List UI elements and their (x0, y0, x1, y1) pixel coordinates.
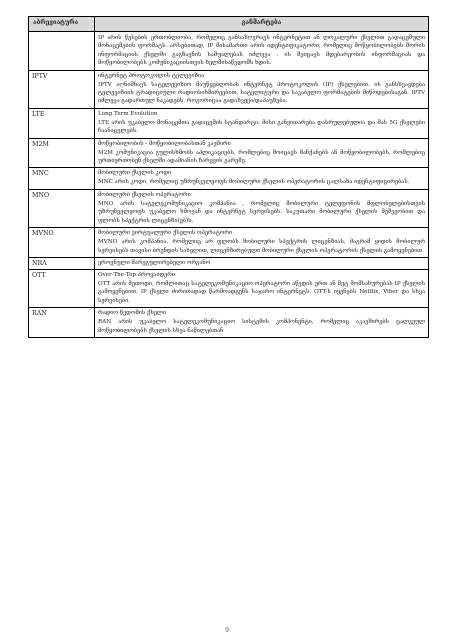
term-full-name: მობილური ვირტუალური ქსელის ოპერატორი (98, 230, 233, 237)
term-full-name: მოწყობილობის - მოწყობილობასთან კავშირი (98, 140, 231, 147)
table-header-row (29, 17, 429, 32)
term-description: OTT არის მეთოდი, რომლითაც სატელეკომუნიკაციო ოპერატორი აწვდის ერთ ან მეტ მომსახურებას IP ქსელის გამოყენებით. IP ქსელი ძირითადად წარმოადგენს საჯარო ინტერნეტს. OTT-ს იყენებს Netflix, Viber და სხვა სერვისები. (98, 280, 425, 304)
glossary-table (28, 16, 429, 338)
abbreviation-cell: M2M (29, 138, 95, 168)
definition-cell (95, 228, 429, 258)
term-description: MNC არის კოდი, რომელიც უზრუნველყოფს მობილური ქსელის ოპერატორის ცალსახა იდენტიფიცირებას. (98, 179, 410, 186)
abbreviation-cell: MNO (29, 189, 95, 227)
header-abbreviation: აბრევიატურა (29, 17, 95, 32)
table-row (29, 257, 429, 269)
table-row (29, 32, 429, 71)
table-row (29, 189, 429, 227)
abbreviation-cell (29, 32, 95, 71)
abbreviation-cell: IPTV (29, 70, 95, 108)
definition-cell (95, 257, 429, 269)
term-description: M2M კომუნიკაცია გულისხმობს აპლიკაციებს, რომლებიც მოიცავს მანქანებს ან მოწყობილობებს, რომლებიც ურთიერთობენ ქსელში ადამიანის ჩარევის გარეშე. (98, 149, 425, 165)
term-description: MVNO არის კომპანია, რომელიც არ ფლობს მობილური სპექტრის ლიცენზიას, მაგრამ ყიდის მობილურ სერვისებს თავისი ბრენდის სახელით, ლიცენზირებული მობილური ქსელის ოპერატორის ქსელის გამოყენებით. (98, 239, 425, 254)
definition-cell (95, 70, 429, 108)
term-full-name: Over-The-Top პროვაიდერი (98, 271, 175, 278)
definition-cell (95, 32, 429, 71)
term-full-name: მობილური ქსელის ოპერატორი (98, 191, 191, 198)
table-row (29, 308, 429, 338)
term-description: IP არის წესების ერთობლიობა, რომელიც განსაზღვრავს ინტერნეტით ან ლოკალური ქსელით გადაცემული მონაცემების ფორმატს. არსებითად, IP მისამართი არის იდენტიფიკატორი, რომელიც მოწყობილობებს შორის ინფორმაციის ქსელში გაგზავნის საშუალებას იძლევა . ის შეიცავს მდებარეობის ინფორმაციას და მოწყობილობებს კომუნიკაციისთვის ხელმისაწვდომს ხდის. (98, 35, 425, 67)
definition-cell (95, 189, 429, 227)
table-row (29, 269, 429, 307)
table-row (29, 70, 429, 108)
page-number: 9 (225, 627, 229, 634)
abbreviation-cell: MNC (29, 168, 95, 189)
definition-cell (95, 108, 429, 138)
table-row (29, 108, 429, 138)
abbreviation-cell: MVNO (29, 228, 95, 258)
definition-cell (95, 138, 429, 168)
term-description: IPTV აღნიშნავს სატელევიზიო მაუწყებლობას ინტერნეტ პროტოკოლის (IP) ქსელებით. ის განსხვავდება ტელევიზიის ტრადიციული რადიოსიხშირეებით, სატელიტური და საკაბელო ფორმატების მიწოდებისაგან. IPTV იძლევა გადართულ ნაკადებს, როგორიცაა გადახვევა/დაპაუზება. (98, 81, 425, 105)
term-description: LTE არის უკაბელო მონაცემთა გადაცემის სტანდარტი. მისი განვითარება დასრულებულია და მას 5G ქსელები ჩაანაცვლებს. (98, 119, 425, 135)
term-full-name: მობილური ქსელის კოდი (98, 170, 172, 177)
term-description: MNO არის სატელეკომუნიკაციო კომპანია , რომელიც მობილური ტელეფონის მფლობელებისთვის უზრუნველყოფს უკაბელო ხმოვან და ინტერნეტ სერვისებს. საკუთარი მობილური ქსელის მეშვეობით და ფლობს სპექტრის ლიცენზი(ებ)ს. (98, 200, 425, 224)
abbreviation-cell: LTE (29, 108, 95, 138)
header-definition: განმარტება (95, 17, 429, 32)
term-full-name: ეროვნული მარეგულირებელი ორგანო (98, 259, 211, 266)
definition-cell (95, 308, 429, 338)
table-row (29, 228, 429, 258)
abbreviation-cell: RAN (29, 308, 95, 338)
term-full-name: ინტერნეტ პროტოკოლის ტელევიზია (98, 72, 205, 79)
term-description: RAN არის უკაბელო სატელეკომუნიკაციო სისტემის კომპონენტი, რომელიც აკავშირებს ცალკეულ მოწყობილობებს ქსელის სხვა ნაწილებთან (98, 319, 425, 334)
definition-cell (95, 168, 429, 189)
abbreviation-cell: OTT (29, 269, 95, 307)
term-full-name: Long Term Evolution (98, 110, 158, 117)
table-body (29, 32, 429, 338)
definition-cell (95, 269, 429, 307)
table-row (29, 138, 429, 168)
table-row (29, 168, 429, 189)
abbreviation-cell: NRA (29, 257, 95, 269)
term-full-name: რადიო წვდომის ქსელი (98, 310, 166, 317)
